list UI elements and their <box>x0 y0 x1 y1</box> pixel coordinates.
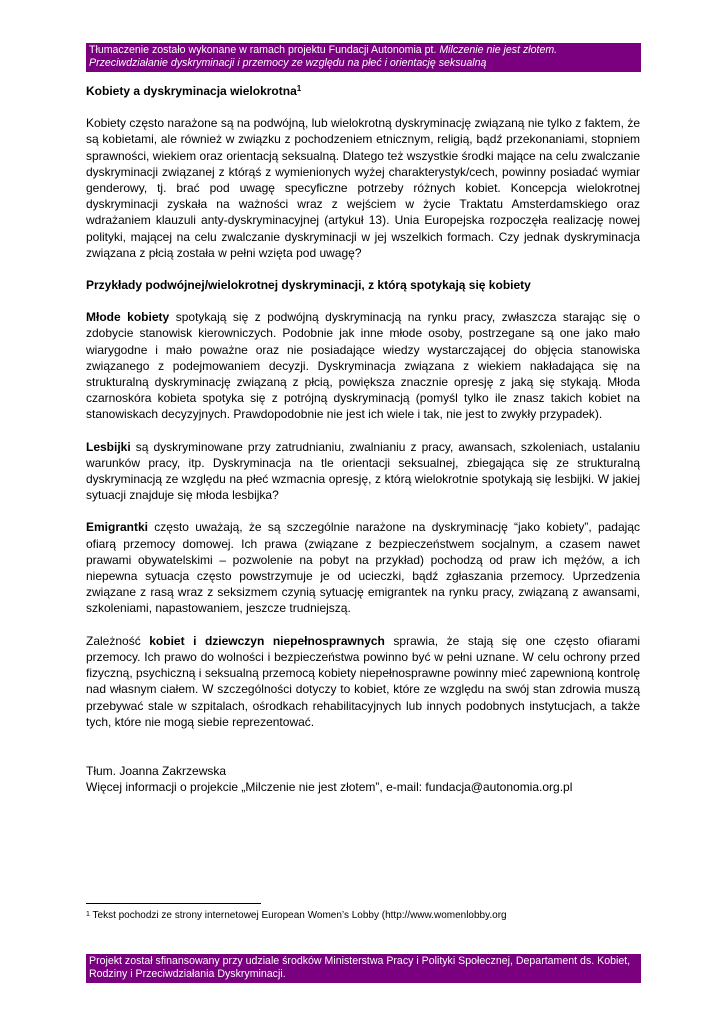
term-lesbijki: Lesbijki <box>86 439 131 454</box>
paragraph-emigrantki <box>86 519 640 616</box>
translator-credit: Tłum. Joanna Zakrzewska <box>86 763 227 778</box>
page-title-text: Kobiety a dyskryminacja wielokrotna <box>86 84 297 98</box>
footer-banner <box>86 954 641 983</box>
signature-block <box>86 763 640 795</box>
header-text: Tłumaczenie zostało wykonane w ramach projektu Fundacji Autonomia pt. <box>89 44 440 56</box>
document-body <box>86 83 640 795</box>
header-italic-title: Milczenie nie jest złotem. Przeciwdziałanie dyskryminacji i przemocy ze względu na płeć i orientację seksualną <box>89 44 558 69</box>
paragraph-mlode-kobiety <box>86 309 640 422</box>
intro-paragraph: Kobiety często narażone są na podwójną, lub wielokrotną dyskryminację związaną nie tylko z faktem, że są kobietami, ale również w związku z pochodzeniem etnicznym, religią, bądź przekonaniami, stopniem sprawności, wiekiem oraz orientacją seksualną. Dlatego też wszystkie środki mające na celu zwalczanie dyskryminacji związanej z którąś z wymienionych wyżej charakterystyk/cech, powinny posiadać wymiar genderowy, tj. brać pod uwagę specyficzne potrzeby różnych kobiet. Koncepcja wielokrotnej dyskryminacji zyskała na ważności wraz z wejściem w życie Traktatu Amsterdamskiego oraz wdrażaniem klauzuli anty-dyskryminacyjnej (artykuł 13). Unia Europejska rozpoczęła realizację nowej polityki, mającej na celu zwalczanie dyskryminacji w jej wszelkich formach. Czy jednak dyskryminacja związana z płcią została w pełni wzięta pod uwagę? <box>86 116 640 260</box>
header-banner <box>86 43 641 72</box>
term-emigrantki: Emigrantki <box>86 520 149 535</box>
paragraph-text: często uważają, że są szczególnie narażone na dyskryminację “jako kobiety”, padając ofiarą przemocy domowej. Ich prawa (związane z bezpieczeństwem socjalnym, a czasem nawet prawami obywatelskimi – pozwolenie na pobyt na przykład) pochodzą od praw ich mężów, a ich niepewna sytuacja często powstrzymuje je od ucieczki, bądź zgłaszania przemocy. Uprzedzenia związane z rasą wraz z seksizmem czynią sytuację emigrantek na rynku pracy, związaną z awansami, szkoleniami, napastowaniem, jeszcze trudniejszą. <box>86 520 640 616</box>
term-mlode-kobiety: Młode kobiety <box>86 310 170 325</box>
footnote-mark: 1 <box>86 911 90 918</box>
footnote-text: Tekst pochodzi ze strony internetowej European Women’s Lobby (http://www.womenlobby.org <box>89 910 507 921</box>
footnote <box>86 910 640 922</box>
footer-text: Projekt został sfinansowany przy udziale środków Ministerstwa Pracy i Polityki Społecznej, Departament ds. Kobiet, Rodziny i Przeciwdziałania Dyskryminacji. <box>89 955 631 980</box>
paragraph-lead: Zależność <box>86 633 150 648</box>
footnote-ref[interactable]: 1 <box>296 84 302 93</box>
paragraph-text: spotykają się z podwójną dyskryminacją na rynku pracy, zwłaszcza starając się o zdobycie stanowisk kierowniczych. Podobnie jak inne młode osoby, postrzegane są one jako mało wiarygodne i mało poważne oraz nie posiadające wiedzy wystarczającej do objęcia stanowiska związanego z podejmowaniem decyzji. Dyskryminacja związana z wiekiem nakładająca się na strukturalną dyskryminację związaną z płcią, powiększa znacznie opresję z jaką się stykają. Młoda czarnoskóra kobieta spotyka się z potrójną dyskryminacją (pomyśl tylko ile znasz takich kobiet na stanowiskach decyzyjnych. Prawdopodobnie nie jest ich wiele i tak, nie jest to zwykły przypadek). <box>86 310 640 422</box>
term-niepelnosprawne: kobiet i dziewczyn niepełnosprawnych <box>149 633 385 648</box>
paragraph-text: sprawia, że stają się one często ofiarami przemocy. Ich prawo do wolności i bezpieczeństwa powinno być w pełni uznane. W celu ochrony przed fizyczną, psychiczną i seksualną przemocą kobiety niepełnosprawne powinny mieć zapewnioną kontrolę nad własnym ciałem. W szczególności dotyczy to kobiet, które ze względu na swój stan zdrowia muszą przebywać stale w szpitalach, ośrodkach rehabilitacyjnych lub innych podobnych instytucjach, a także tych, które nie mogą siebie reprezentować. <box>86 633 641 729</box>
paragraph-niepelnosprawne <box>86 633 640 730</box>
paragraph-lesbijki <box>86 439 640 504</box>
paragraph-text: są dyskryminowane przy zatrudnianiu, zwalnianiu z pracy, awansach, szkoleniach, ustalaniu warunków pracy, itp. Dyskryminacja na tle orientacji seksualnej, zbiegająca się ze strukturalną dyskryminacją ze względu na płeć wzmacnia opresję, z którą wielokrotnie spotykają się lesbijki. W jakiej sytuacji znajduje się młoda lesbijka? <box>86 439 640 503</box>
footnote-divider <box>86 903 261 904</box>
contact-info: Więcej informacji o projekcie „Milczenie nie jest złotem”, e-mail: fundacja@autonomia.org.pl <box>86 780 573 795</box>
page-title <box>86 83 640 99</box>
section-subtitle: Przykłady podwójnej/wielokrotnej dyskryminacji, z którą spotykają się kobiety <box>86 278 531 293</box>
